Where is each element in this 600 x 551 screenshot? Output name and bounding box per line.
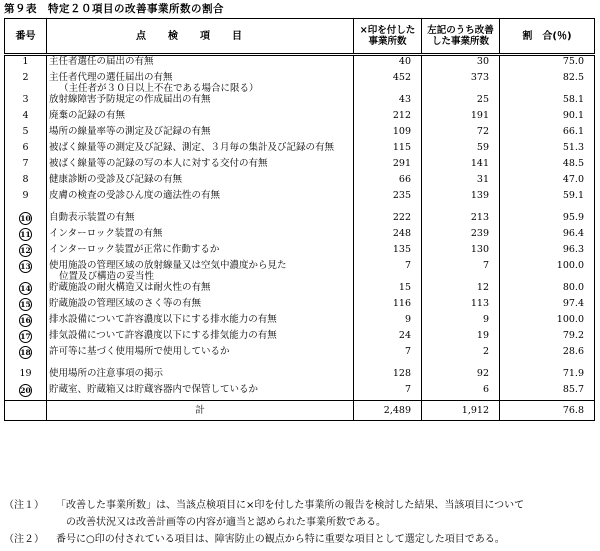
row-improved: 139 xyxy=(422,190,500,206)
header-item: 点検項目 xyxy=(47,19,354,55)
row-improved: 191 xyxy=(422,110,500,126)
row-improved: 72 xyxy=(422,126,500,142)
row-ratio: 95.9 xyxy=(500,212,595,228)
row-improved: 92 xyxy=(422,368,500,384)
row-number xyxy=(5,190,47,206)
row-ratio: 51.3 xyxy=(500,142,595,158)
item-text: 放射線障害予防規定の作成届出の有無 xyxy=(49,94,211,105)
row-improved: 239 xyxy=(422,228,500,244)
number-text: 8 xyxy=(22,174,29,185)
total-marked: 2,489 xyxy=(354,401,422,421)
item-text: 場所の線量率等の測定及び記録の有無 xyxy=(49,126,211,137)
item-text: 排水設備について許容濃度以下にする排水能力の有無 xyxy=(49,314,277,325)
row-ratio: 97.4 xyxy=(500,298,595,314)
row-ratio: 28.6 xyxy=(500,346,595,362)
row-item xyxy=(47,174,354,190)
row-item xyxy=(47,384,354,401)
table-row xyxy=(5,94,595,110)
row-number xyxy=(5,384,47,401)
item-text: 被ばく線量等の測定及び記録、測定、３月毎の集計及び記録の有無 xyxy=(49,142,335,153)
row-item xyxy=(47,346,354,362)
row-ratio: 48.5 xyxy=(500,158,595,174)
header-marked: ×印を付した事業所数 xyxy=(354,19,422,55)
table-row xyxy=(5,244,595,260)
row-improved: 130 xyxy=(422,244,500,260)
row-ratio: 71.9 xyxy=(500,368,595,384)
row-number xyxy=(5,110,47,126)
row-item xyxy=(47,282,354,298)
row-improved: 19 xyxy=(422,330,500,346)
row-ratio: 85.7 xyxy=(500,384,595,401)
table-row xyxy=(5,190,595,206)
row-improved: 59 xyxy=(422,142,500,158)
circled-number: 14 xyxy=(20,284,31,293)
number-text: 4 xyxy=(22,110,29,121)
number-text: 1 xyxy=(22,56,29,67)
item-text: 貯蔵施設の管理区域のさく等の有無 xyxy=(49,298,202,309)
number-text: 7 xyxy=(22,158,29,169)
row-number xyxy=(5,55,47,73)
row-marked: 452 xyxy=(354,72,422,94)
number-text: 9 xyxy=(22,190,29,201)
note-2 xyxy=(4,531,596,548)
row-marked: 115 xyxy=(354,142,422,158)
table-row xyxy=(5,260,595,282)
row-improved: 373 xyxy=(422,72,500,94)
row-ratio: 75.0 xyxy=(500,55,595,73)
circled-number: 20 xyxy=(20,386,31,395)
item-text: インターロック装置が正常に作動するか xyxy=(49,244,220,255)
row-item xyxy=(47,330,354,346)
row-ratio: 47.0 xyxy=(500,174,595,190)
table-title: 第９表 特定２０項目の改善事業所数の割合 xyxy=(4,3,224,15)
table-row xyxy=(5,158,595,174)
row-number xyxy=(5,72,47,94)
circled-number: 17 xyxy=(20,332,31,341)
row-improved: 12 xyxy=(422,282,500,298)
row-number xyxy=(5,346,47,362)
row-marked: 43 xyxy=(354,94,422,110)
header-no: 番号 xyxy=(5,19,47,55)
row-ratio: 96.4 xyxy=(500,228,595,244)
row-marked: 222 xyxy=(354,212,422,228)
table-row xyxy=(5,72,595,94)
table-row xyxy=(5,228,595,244)
row-marked: 7 xyxy=(354,384,422,401)
row-number xyxy=(5,174,47,190)
row-item xyxy=(47,142,354,158)
header-improved: 左記のうち改善した事業所数 xyxy=(422,19,500,55)
row-marked: 66 xyxy=(354,174,422,190)
header-row xyxy=(5,19,595,55)
row-marked: 248 xyxy=(354,228,422,244)
row-item xyxy=(47,158,354,174)
table-body xyxy=(5,55,595,421)
item-subtext: （主任者が３０日以上不在である場合に限る） xyxy=(59,83,259,94)
row-marked: 235 xyxy=(354,190,422,206)
row-number xyxy=(5,260,47,282)
row-improved: 2 xyxy=(422,346,500,362)
number-text: 2 xyxy=(22,72,29,83)
row-marked: 128 xyxy=(354,368,422,384)
row-item xyxy=(47,94,354,110)
row-number xyxy=(5,228,47,244)
row-ratio: 79.2 xyxy=(500,330,595,346)
row-item xyxy=(47,55,354,73)
row-number xyxy=(5,126,47,142)
note-text: 「改善した事業所数」は、当該点検項目に×印を付した事業所の報告を検討した結果、当該項目について xyxy=(56,500,525,511)
circled-number: 10 xyxy=(20,214,31,223)
item-subtext: 位置及び構造の妥当性 xyxy=(59,271,155,282)
table-row xyxy=(5,298,595,314)
row-improved: 6 xyxy=(422,384,500,401)
item-text: 使用場所の注意事項の掲示 xyxy=(49,368,164,379)
row-number xyxy=(5,212,47,228)
table-row xyxy=(5,346,595,362)
row-improved: 9 xyxy=(422,314,500,330)
row-number xyxy=(5,314,47,330)
circled-number: 13 xyxy=(20,262,31,271)
row-item xyxy=(47,228,354,244)
note-continuation: の改善状況又は改善計画等の内容が適当と認められた事業所数である。 xyxy=(66,517,386,528)
circled-number: 15 xyxy=(20,300,31,309)
table-row xyxy=(5,368,595,384)
row-improved: 141 xyxy=(422,158,500,174)
item-text: 被ばく線量等の記録の写の本人に対する交付の有無 xyxy=(49,158,268,169)
row-improved: 7 xyxy=(422,260,500,282)
row-item xyxy=(47,298,354,314)
circled-number: 11 xyxy=(20,230,31,239)
row-ratio: 90.1 xyxy=(500,110,595,126)
item-text: 排気設備について許容濃度以下にする排気能力の有無 xyxy=(49,330,277,341)
number-text: 19 xyxy=(19,368,32,379)
row-number xyxy=(5,282,47,298)
row-ratio: 96.3 xyxy=(500,244,595,260)
item-text: 皮膚の検査の受診ひん度の適法性の有無 xyxy=(49,190,221,201)
row-marked: 7 xyxy=(354,260,422,282)
item-text: インターロック装置の有無 xyxy=(49,228,163,239)
row-item xyxy=(47,110,354,126)
item-text: 貯蔵施設の耐火構造又は耐火性の有無 xyxy=(49,282,211,293)
number-text: 6 xyxy=(22,142,29,153)
note-label: （注１） xyxy=(4,500,44,511)
circled-number: 18 xyxy=(20,348,31,357)
row-improved: 213 xyxy=(422,212,500,228)
note-label: （注２） xyxy=(4,534,44,545)
circled-number: 12 xyxy=(20,246,31,255)
row-improved: 30 xyxy=(422,55,500,73)
row-number xyxy=(5,368,47,384)
row-number xyxy=(5,330,47,346)
table-row xyxy=(5,55,595,73)
total-improved: 1,912 xyxy=(422,401,500,421)
note-text: 番号に○印の付されている項目は、障害防止の観点から特に重要な項目として選定した項目である。 xyxy=(56,534,505,545)
item-text: 自動表示装置の有無 xyxy=(49,212,135,223)
row-number xyxy=(5,94,47,110)
item-text: 主任者選任の届出の有無 xyxy=(49,56,154,67)
row-item xyxy=(47,72,354,94)
circled-number: 16 xyxy=(20,316,31,325)
total-label: 計 xyxy=(47,401,354,421)
row-ratio: 80.0 xyxy=(500,282,595,298)
table-row xyxy=(5,110,595,126)
total-row xyxy=(5,401,595,421)
row-marked: 212 xyxy=(354,110,422,126)
row-marked: 135 xyxy=(354,244,422,260)
row-marked: 15 xyxy=(354,282,422,298)
table-row xyxy=(5,212,595,228)
notes xyxy=(4,497,596,548)
row-ratio: 100.0 xyxy=(500,314,595,330)
row-marked: 109 xyxy=(354,126,422,142)
item-text: 廃棄の記録の有無 xyxy=(49,110,126,121)
row-number xyxy=(5,158,47,174)
row-marked: 116 xyxy=(354,298,422,314)
row-item xyxy=(47,260,354,282)
note-1 xyxy=(4,497,596,514)
row-marked: 7 xyxy=(354,346,422,362)
item-text: 許可等に基づく使用場所で使用しているか xyxy=(49,346,230,357)
header-ratio: 割 合(％) xyxy=(500,19,595,55)
row-marked: 9 xyxy=(354,314,422,330)
row-item xyxy=(47,212,354,228)
row-item xyxy=(47,190,354,206)
table-row xyxy=(5,126,595,142)
total-ratio: 76.8 xyxy=(500,401,595,421)
row-number xyxy=(5,142,47,158)
row-ratio: 59.1 xyxy=(500,190,595,206)
table-row xyxy=(5,142,595,158)
row-item xyxy=(47,244,354,260)
table-row xyxy=(5,174,595,190)
row-number xyxy=(5,298,47,314)
row-item xyxy=(47,126,354,142)
row-item xyxy=(47,314,354,330)
improvement-table xyxy=(4,18,595,421)
row-marked: 40 xyxy=(354,55,422,73)
row-marked: 24 xyxy=(354,330,422,346)
number-text: 3 xyxy=(22,94,29,105)
row-marked: 291 xyxy=(354,158,422,174)
item-text: 健康診断の受診及び記録の有無 xyxy=(49,174,183,185)
number-text: 5 xyxy=(22,126,29,137)
row-number xyxy=(5,244,47,260)
table-row xyxy=(5,282,595,298)
row-improved: 25 xyxy=(422,94,500,110)
item-text: 貯蔵室、貯蔵箱又は貯蔵容器内で保管しているか xyxy=(49,384,259,395)
table-row xyxy=(5,330,595,346)
row-improved: 31 xyxy=(422,174,500,190)
row-ratio: 100.0 xyxy=(500,260,595,282)
item-text: 主任者代理の選任届出の有無 xyxy=(49,72,173,83)
row-improved: 113 xyxy=(422,298,500,314)
row-ratio: 66.1 xyxy=(500,126,595,142)
table-row xyxy=(5,314,595,330)
row-ratio: 82.5 xyxy=(500,72,595,94)
row-item xyxy=(47,368,354,384)
table-row xyxy=(5,384,595,401)
item-text: 使用施設の管理区域の放射線量又は空気中濃度から見た xyxy=(49,260,287,271)
row-ratio: 58.1 xyxy=(500,94,595,110)
